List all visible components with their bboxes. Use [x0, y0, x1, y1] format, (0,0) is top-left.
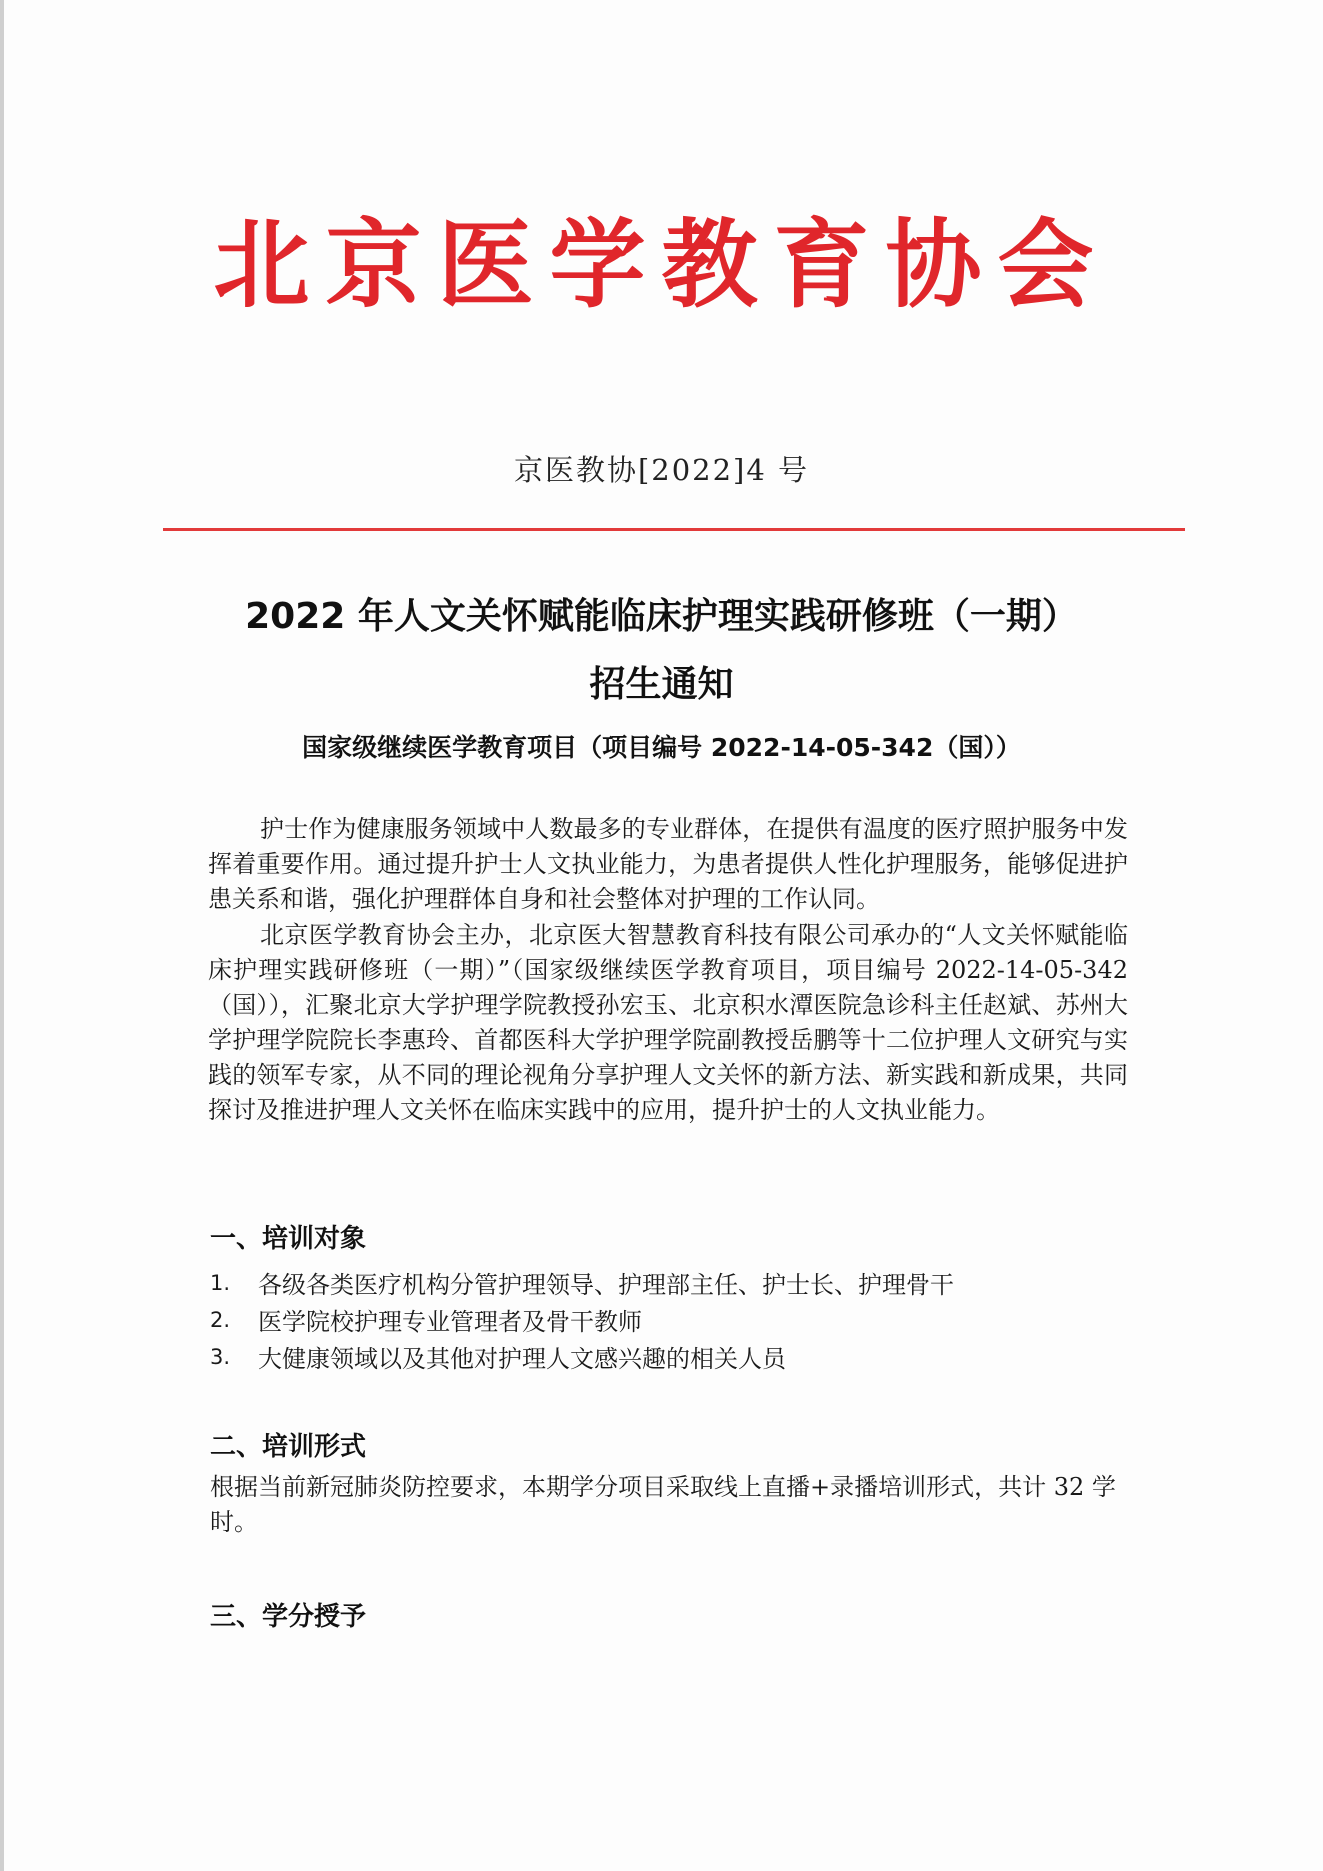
organization-header: 北京医学教育协会 — [213, 208, 1110, 321]
list-number: 3. — [210, 1344, 231, 1369]
section-heading-format: 二、培训形式 — [210, 1432, 367, 1462]
list-item — [210, 1301, 1110, 1338]
section-heading-credits: 三、学分授予 — [210, 1602, 367, 1632]
intro-paragraph: 护士作为健康服务领域中人数最多的专业群体，在提供有温度的医疗照护服务中发挥着重要作用。通过提升护士人文执业能力，为患者提供人性化护理服务，能够促进护患关系和谐，强化护理群体自身和社会整体对护理的工作认同。 — [208, 815, 1128, 913]
document-subtitle: 招生通知 — [589, 664, 734, 705]
audience-list — [210, 1264, 1110, 1375]
document-title: 2022 年人文关怀赋能临床护理实践研修班（一期） — [245, 596, 1078, 637]
format-paragraph: 根据当前新冠肺炎防控要求，本期学分项目采取线上直播+录播培训形式，共计 32 学时。 — [210, 1473, 1116, 1536]
list-text: 医学院校护理专业管理者及骨干教师 — [258, 1308, 642, 1336]
project-info: 国家级继续医学教育项目（项目编号 2022-14-05-342（国）） — [302, 733, 1021, 762]
list-item — [210, 1264, 1110, 1301]
list-text: 大健康领域以及其他对护理人文感兴趣的相关人员 — [258, 1345, 786, 1373]
list-text: 各级各类医疗机构分管护理领导、护理部主任、护士长、护理骨干 — [258, 1271, 954, 1299]
list-item — [210, 1338, 1110, 1375]
red-divider-line — [163, 528, 1185, 531]
list-number: 1. — [210, 1270, 231, 1295]
document-number: 京医教协[2022]4 号 — [513, 453, 810, 487]
section-heading-audience: 一、培训对象 — [210, 1224, 367, 1254]
organizer-paragraph: 北京医学教育协会主办，北京医大智慧教育科技有限公司承办的“人文关怀赋能临床护理实践研修班（一期）”（国家级继续医学教育项目，项目编号 2022-14-05-342（国）），汇聚北京大学护理学院教授孙宏玉、北京积水潭医院急诊科主任赵斌、苏州大学护理学院院长李惠玲、首都医科大学护理学院副教授岳鹏等十二位护理人文研究与实践的领军专家，从不同的理论视角分享护理人文关怀的新方法、新实践和新成果，共同探讨及推进护理人文关怀在临床实践中的应用，提升护士的人文执业能力。 — [208, 921, 1128, 1124]
list-number: 2. — [210, 1307, 231, 1332]
